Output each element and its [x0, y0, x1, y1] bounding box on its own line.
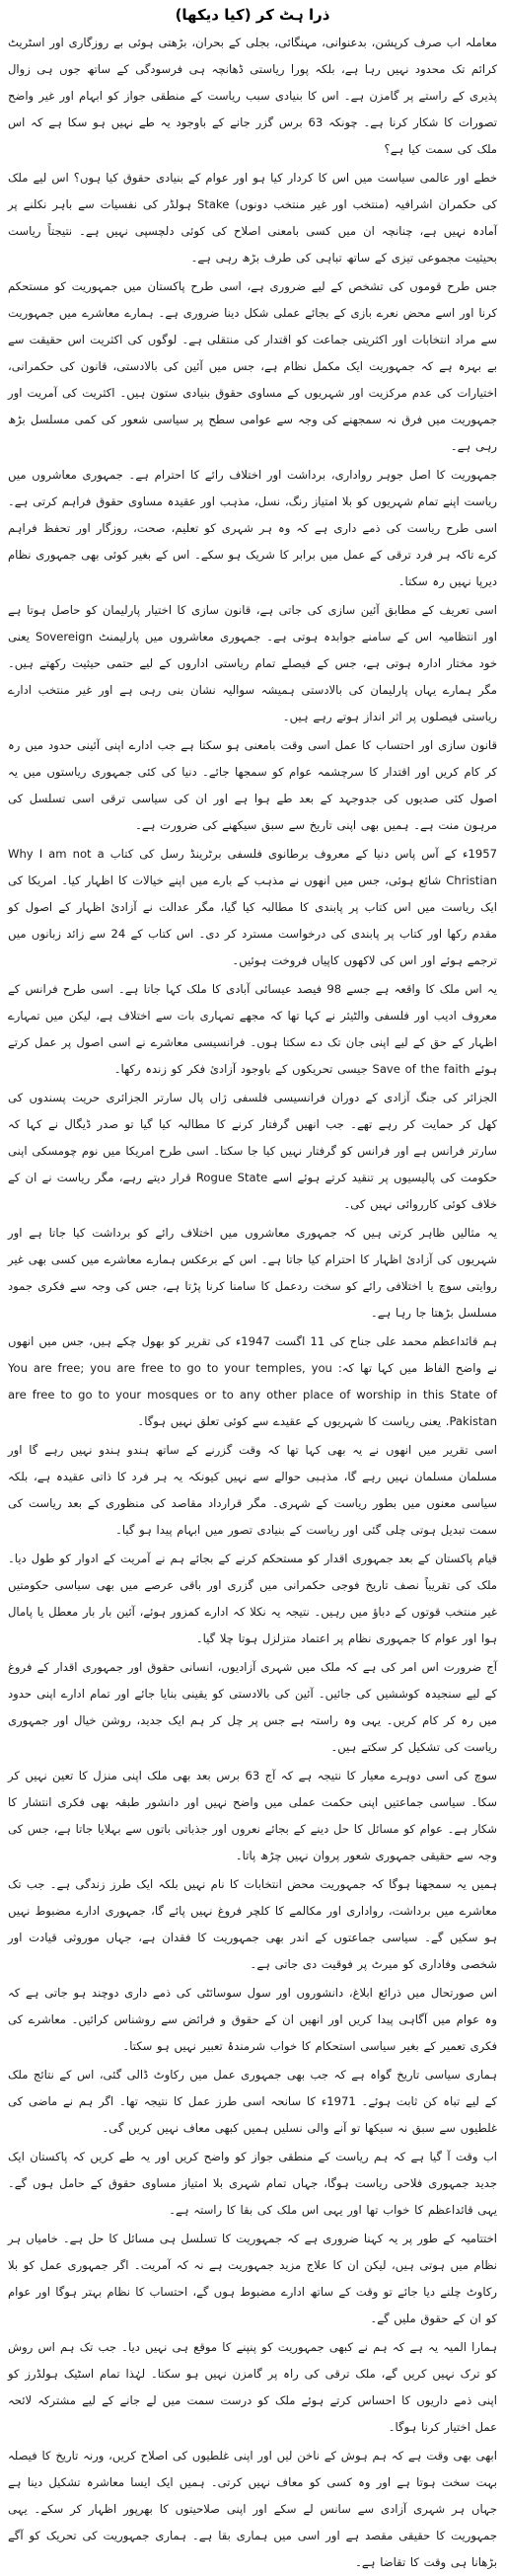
article-paragraph: سوچ کی اسی دوہرے معیار کا نتیجہ ہے کہ آج 63 برس بعد بھی ملک اپنی منزل کا تعین نہیں کر سکا۔ سیاسی جماعتیں اپنی حکمت عملی میں واضح نہیں اور دانشور طبقہ بھی فکری انتشار کا شکار ہے۔ عوام کو مسائل کا حل دینے کے بجائے نعروں اور جذباتی باتوں سے بہلایا جاتا ہے، جس کی وجہ سے حقیقی جمہوری شعور پروان نہیں چڑھ پاتا۔ — [8, 1769, 497, 1862]
article-paragraph: جس طرح قوموں کی تشخص کے لیے ضروری ہے، اسی طرح پاکستان میں جمہوریت کو مستحکم کرنا اور اسے محض نعرے بازی کے بجائے عملی شکل دینا ضروری ہے۔ ہمارے معاشرے میں جمہوریت سے مراد انتخابات اور اکثریتی جماعت کو اقتدار کی منتقلی ہے۔ لوگوں کی اکثریت اس حقیقت سے بے بہرہ ہے کہ جمہوریت ایک مکمل نظام ہے، جس میں آئین کی بالادستی، قانون کی حکمرانی، اختیارات کی عدم مرکزیت اور شہریوں کے مساوی حقوق بنیادی ستون ہیں۔ اکثریت کی آمریت اور جمہوریت میں فرق نہ سمجھنے کی وجہ سے عوامی سطح پر سیاسی شعور کی کمی مسلسل بڑھ رہی ہے۔ — [8, 279, 497, 453]
article-paragraph: الجزائر کی جنگ آزادی کے دوران فرانسیسی فلسفی ژاں پال سارتر الجزائری حریت پسندوں کی کھل کر حمایت کر رہے تھے۔ جب انھیں گرفتار کرنے کا مطالبہ کیا گیا تو صدر ڈیگال نے کہا کہ سارتر فرانس ہے اور فرانس کو گرفتار نہیں کیا جا سکتا۔ اسی طرح امریکا میں نوم چومسکی اپنی حکومت کی پالیسیوں پر تنقید کرتے ہوئے اسے Rogue State قرار دیتے رہے، مگر ریاست نے ان کے خلاف کوئی کارروائی نہیں کی۔ — [8, 1091, 497, 1211]
article-paragraph: قیام پاکستان کے بعد جمہوری اقدار کو مستحکم کرنے کے بجائے ہم نے آمریت کے ادوار کو طول دیا۔ ملک کی تقریباً نصف تاریخ فوجی حکمرانی میں گزری اور باقی عرصے میں بھی سیاسی حکومتیں غیر منتخب قوتوں کے دباؤ میں رہیں۔ نتیجہ یہ نکلا کہ ادارے کمزور ہوئے، آئین بار بار معطل یا پامال ہوا اور عوام کا جمہوری نظام پر اعتماد متزلزل ہوتا چلا گیا۔ — [8, 1552, 497, 1645]
article-paragraph: 1957ء کے آس پاس دنیا کے معروف برطانوی فلسفی برٹرینڈ رسل کی کتاب Why I am not a Christian شائع ہوئی، جس میں انھوں نے مذہب کے بارے میں اپنے خیالات کا اظہار کیا۔ امریکا کی ایک ریاست میں اس کتاب پر پابندی کا مطالبہ کیا گیا، مگر عدالت نے آزادیٔ اظہار کے اصول کو مقدم رکھا اور کتاب پر پابندی کی درخواست مسترد کر دی۔ اس کتاب کے 24 سے زائد زبانوں میں ترجمے ہوئے اور اس کی لاکھوں کاپیاں فروخت ہوئیں۔ — [8, 847, 497, 967]
article-paragraph: قانون سازی اور احتساب کا عمل اسی وقت بامعنی ہو سکتا ہے جب ادارے اپنی آئینی حدود میں رہ کر کام کریں اور اقتدار کا سرچشمہ عوام کو سمجھا جائے۔ دنیا کی کئی جمہوری ریاستوں میں یہ اصول کئی صدیوں کی جدوجہد کے بعد طے ہوا ہے اور ان کی سیاسی ترقی اسی تسلسل کی مرہون منت ہے۔ ہمیں بھی اپنی تاریخ سے سبق سیکھنے کی ضرورت ہے۔ — [8, 738, 497, 832]
article-paragraph: ابھی بھی وقت ہے کہ ہم ہوش کے ناخن لیں اور اپنی غلطیوں کی اصلاح کریں، ورنہ تاریخ کا فیصلہ بہت سخت ہوتا ہے اور وہ کسی کو معاف نہیں کرتی۔ ہمیں ایک ایسا معاشرہ تشکیل دینا ہے جہاں ہر شہری آزادی سے سانس لے سکے اور اپنی صلاحیتوں کا بھرپور اظہار کر سکے۔ یہی جمہوریت کا حقیقی مقصد ہے اور اسی میں ہماری بقا ہے۔ ہماری جمہوریت کی تحریک کو آگے بڑھانا ہی وقت کا تقاضا ہے۔ — [8, 2449, 497, 2569]
article-headline: ذرا ہٹ کر (کیا دیکھا) — [175, 6, 330, 24]
article-paragraph: ہمارا المیہ یہ ہے کہ ہم نے کبھی جمہوریت کو پنپنے کا موقع ہی نہیں دیا۔ جب تک ہم اس روش کو ترک نہیں کریں گے، ملک ترقی کی راہ پر گامزن نہیں ہو سکتا۔ لہٰذا تمام اسٹیک ہولڈرز کو اپنی ذمے داریوں کا احساس کرتے ہوئے ملک کو درست سمت میں لے جانے کے لیے مشترکہ لائحہ عمل اختیار کرنا ہوگا۔ — [8, 2340, 497, 2434]
article-paragraph: خطے اور عالمی سیاست میں اس کا کردار کیا ہو اور عوام کے بنیادی حقوق کیا ہوں؟ اس لیے ملک کی حکمران اشرافیہ (منتخب اور غیر منتخب دونوں) Stake ہولڈر کی نفسیات سے باہر نکلنے پر آمادہ نہیں ہے، چنانچہ ان میں کسی بامعنی اصلاح کی کوئی دلچسپی نہیں ہے۔ نتیجتاً ریاست بحیثیت مجموعی تیزی کے ساتھ تباہی کی طرف بڑھ رہی ہے۔ — [8, 171, 497, 265]
article-paragraph: اس صورتحال میں ذرائع ابلاغ، دانشوروں اور سول سوسائٹی کی ذمے داری دوچند ہو جاتی ہے کہ وہ عوام میں آگاہی پیدا کریں اور انھیں ان کے حقوق و فرائض سے روشناس کرائیں۔ معاشرے کی فکری تعمیر کے بغیر سیاسی استحکام کا خواب شرمندۂ تعبیر نہیں ہو سکتا۔ — [8, 1986, 497, 2053]
article-paragraph: اسی تعریف کے مطابق آئین سازی کی جاتی ہے، قانون سازی کا اختیار پارلیمان کو حاصل ہوتا ہے اور انتظامیہ اس کے سامنے جوابدہ ہوتی ہے۔ جمہوری معاشروں میں پارلیمنٹ Sovereign یعنی خود مختار ادارہ ہوتی ہے، جس کے فیصلے تمام ریاستی اداروں کے لیے حتمی حیثیت رکھتے ہیں۔ مگر ہمارے یہاں پارلیمان کی بالادستی ہمیشہ سوالیہ نشان بنی رہی ہے اور غیر منتخب ادارے ریاستی فیصلوں پر اثر انداز ہوتے رہے ہیں۔ — [8, 603, 498, 723]
article-paragraph: آج ضرورت اس امر کی ہے کہ ملک میں شہری آزادیوں، انسانی حقوق اور جمہوری اقدار کے فروغ کے لیے سنجیدہ کوششیں کی جائیں۔ آئین کی بالادستی کو یقینی بنایا جائے اور تمام ادارے اپنی حدود میں رہ کر کام کریں۔ یہی وہ راستہ ہے جس پر چل کر ہم ایک جدید، روشن خیال اور جمہوری ریاست کی تشکیل کر سکتے ہیں۔ — [8, 1660, 497, 1754]
article-body — [8, 30, 497, 2576]
article-paragraph: معاملہ اب صرف کرپشن، بدعنوانی، مہنگائی، بجلی کے بحران، بڑھتی ہوئی بے روزگاری اور اسٹریٹ کرائم تک محدود نہیں رہا ہے، بلکہ پورا ریاستی ڈھانچہ ہی فرسودگی کے ساتھ جوں ہی زوال پذیری کے راستے پر گامزن ہے۔ اس کا بنیادی سبب ریاست کے منطقی جواز کو ابہام اور غیر واضح تصورات کا شکار کرنا ہے۔ چونکہ 63 برس گزر جانے کے باوجود یہ طے نہیں ہو سکا ہے کہ اس ملک کی سمت کیا ہے؟ — [8, 36, 498, 156]
article-paragraph: ہماری سیاسی تاریخ گواہ ہے کہ جب بھی جمہوری عمل میں رکاوٹ ڈالی گئی، اس کے نتائج ملک کے لیے تباہ کن ثابت ہوئے۔ 1971ء کا سانحہ اسی طرز عمل کا نتیجہ تھا۔ اگر ہم نے ماضی کی غلطیوں سے سبق نہ سیکھا تو آنے والی نسلیں ہمیں کبھی معاف نہیں کریں گی۔ — [8, 2068, 497, 2135]
article-paragraph: یہ اس ملک کا واقعہ ہے جسے 98 فیصد عیسائی آبادی کا ملک کہا جاتا ہے۔ اسی طرح فرانس کے معروف ادیب اور فلسفی والٹیئر نے کہا تھا کہ مجھے تمہاری بات سے اختلاف ہے، لیکن میں تمہارے اظہار کے حق کے لیے اپنی جان تک دے سکتا ہوں۔ فرانسیسی معاشرے نے اسی اصول پر عمل کرتے ہوئے Save of the faith جیسی تحریکوں کے باوجود آزادیٔ فکر کو زندہ رکھا۔ — [8, 982, 497, 1076]
article-paragraph: اب وقت آ گیا ہے کہ ہم ریاست کے منطقی جواز کو واضح کریں اور یہ طے کریں کہ پاکستان ایک جدید جمہوری فلاحی ریاست ہوگا، جہاں تمام شہری بلا امتیاز مساوی حقوق کے حامل ہوں گے۔ یہی قائداعظم کا خواب تھا اور یہی اس ملک کی بقا کا راستہ ہے۔ — [8, 2150, 497, 2217]
article-paragraph: یہ مثالیں ظاہر کرتی ہیں کہ جمہوری معاشروں میں اختلاف رائے کو برداشت کیا جاتا ہے اور شہریوں کی آزادیٔ اظہار کا احترام کیا جاتا ہے۔ اس کے برعکس ہمارے معاشرے میں کسی بھی غیر روایتی سوچ یا اختلافی رائے کو سخت ردعمل کا سامنا کرنا پڑتا ہے، جس کی وجہ سے فکری جمود مسلسل بڑھتا جا رہا ہے۔ — [8, 1226, 497, 1320]
article-paragraph: اسی تقریر میں انھوں نے یہ بھی کہا تھا کہ وقت گزرنے کے ساتھ ہندو ہندو نہیں رہے گا اور مسلمان مسلمان نہیں رہے گا، مذہبی حوالے سے نہیں کیونکہ یہ ہر فرد کا ذاتی عقیدہ ہے، بلکہ سیاسی معنوں میں بطور ریاست کے شہری۔ مگر قرارداد مقاصد کی منظوری کے بعد ریاست کی سمت تبدیل ہوتی چلی گئی اور ریاست کے بنیادی تصور میں ابہام پیدا ہو گیا۔ — [8, 1443, 497, 1537]
article-paragraph: ہم قائداعظم محمد علی جناح کی 11 اگست 1947ء کی تقریر کو بھول چکے ہیں، جس میں انھوں نے واضح الفاظ میں کہا تھا کہ: You are free; you are free to go to your temples, you are free to go to your mosques or to any other place of worship in this State of Pakistan. یعنی ریاست کا شہریوں کے عقیدے سے کوئی تعلق نہیں ہوگا۔ — [8, 1334, 498, 1428]
article-paragraph: ہمیں یہ سمجھنا ہوگا کہ جمہوریت محض انتخابات کا نام نہیں بلکہ ایک طرز زندگی ہے۔ جب تک معاشرے میں برداشت، رواداری اور مکالمے کا کلچر فروغ نہیں پائے گا، جمہوری ادارے مضبوط نہیں ہو سکیں گے۔ سیاسی جماعتوں کے اندر بھی جمہوریت کا فقدان ہے، جہاں موروثی قیادت اور شخصی وفاداری کو میرٹ پر فوقیت دی جاتی ہے۔ — [8, 1877, 497, 1971]
article-paragraph: اختتامیہ کے طور پر یہ کہنا ضروری ہے کہ جمہوریت کا تسلسل ہی مسائل کا حل ہے۔ خامیاں ہر نظام میں ہوتی ہیں، لیکن ان کا علاج مزید جمہوریت ہے نہ کہ آمریت۔ اگر جمہوری عمل کو بلا رکاوٹ چلنے دیا جائے تو وقت کے ساتھ ادارے مضبوط ہوں گے، احتساب کا نظام بہتر ہوگا اور عوام کو ان کے حقوق ملیں گے۔ — [8, 2232, 497, 2325]
article-paragraph: جمہوریت کا اصل جوہر رواداری، برداشت اور اختلاف رائے کا احترام ہے۔ جمہوری معاشروں میں ریاست اپنے تمام شہریوں کو بلا امتیاز رنگ، نسل، مذہب اور عقیدہ مساوی حقوق فراہم کرتی ہے۔ اسی طرح ریاست کی ذمے داری ہے کہ وہ ہر شہری کو تعلیم، صحت، روزگار اور تحفظ فراہم کرے تاکہ ہر فرد ترقی کے عمل میں برابر کا شریک ہو سکے۔ اس کے بغیر کوئی بھی جمہوری نظام دیرپا نہیں رہ سکتا۔ — [8, 468, 497, 588]
